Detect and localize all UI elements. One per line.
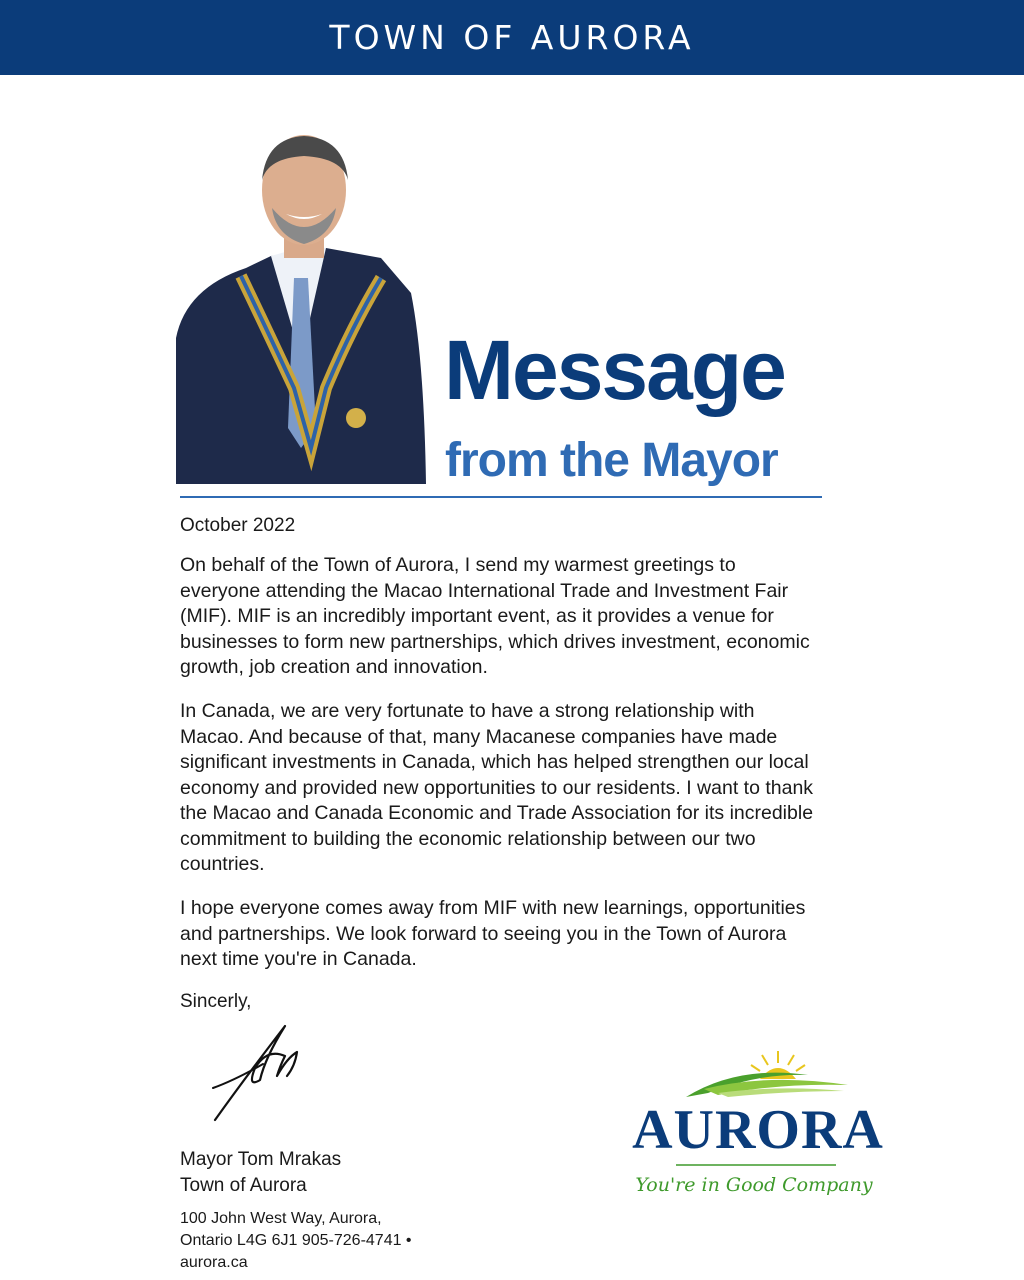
address-line-3: aurora.ca [180,1254,248,1271]
header-banner [0,0,1024,75]
letter-date: October 2022 [180,515,296,536]
heading-from-the-mayor: from the Mayor [445,434,778,487]
header-title: TOWN OF AURORA [329,18,695,57]
signature-icon [185,1018,305,1128]
letter-paragraph-3: I hope everyone comes away from MIF with new learnings, opportunities and partnerships. We look forward to seeing you in the Town of Aurora next time you're in Canada. [180,897,806,970]
mayor-portrait-icon [176,128,426,484]
address-block [180,1208,412,1274]
heading-message: Message [444,323,785,417]
letter-closing: Sincerly, [180,991,252,1012]
address-line-2: Ontario L4G 6J1 905-726-4741 • [180,1232,412,1249]
logo-wordmark: AURORA [632,1099,884,1161]
aurora-logo-icon [608,1045,908,1205]
heading-divider [180,496,822,498]
signer-organization: Town of Aurora [180,1175,307,1196]
letter-paragraph-2: In Canada, we are very fortunate to have a strong relationship with Macao. And because of that, many Macanese companies have made significant investments in Canada, which has helped strengthen our local economy and provided new opportunities to our residents. I want to thank the Macao and Canada Economic and Trade Association for its incredible commitment to building the economic relationship between our two countries. [180,700,814,875]
logo-tagline: You're in Good Company [635,1174,873,1196]
signer-block [180,1147,341,1199]
signer-name: Mayor Tom Mrakas [180,1149,342,1170]
letter-paragraph-1: On behalf of the Town of Aurora, I send my warmest greetings to everyone attending the Macao International Trade and Investment Fair (MIF). MIF is an incredibly important event, as it provides a venue for businesses to form new partnerships, which drives investment, economic growth, job creation and innovation. [180,554,810,678]
address-line-1: 100 John West Way, Aurora, [180,1210,382,1227]
